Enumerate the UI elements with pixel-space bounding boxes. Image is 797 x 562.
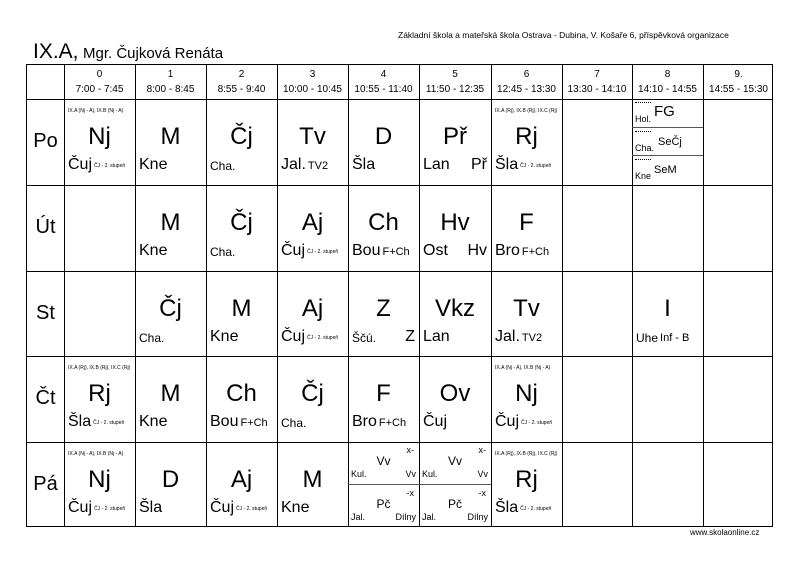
- lesson-subject: Ch: [368, 209, 399, 236]
- lesson-groups: IX.A (Rj), IX.B (Rj), IX.C (Rj): [495, 451, 558, 457]
- lesson-room: Inf - B: [660, 332, 690, 344]
- lesson-subject: Rj: [515, 123, 538, 150]
- lesson-teacher: Šla: [495, 499, 519, 516]
- lesson-teacher: Šla: [495, 156, 519, 173]
- split-teacher: Jal.: [351, 512, 366, 522]
- lesson-teacher: Bou: [210, 413, 239, 430]
- lesson-subject: Ch: [226, 380, 257, 407]
- period-time: 8:00 - 8:45: [146, 84, 195, 95]
- lesson-teacher: Ost: [423, 242, 448, 259]
- lesson-subject: M: [160, 209, 181, 236]
- period-number: 2: [238, 69, 245, 80]
- lesson-subject: M: [160, 123, 181, 150]
- lesson-teacher: Jal.: [495, 328, 520, 345]
- split-subject: Vv: [376, 454, 391, 468]
- period-header: [419, 65, 491, 99]
- period-time: 13:30 - 14:10: [567, 84, 627, 95]
- day-label: Po: [33, 130, 58, 152]
- lesson-subject: M: [160, 380, 181, 407]
- sub-lesson-subject: FG: [654, 103, 675, 120]
- lesson-groups: IX.A (Nj - A), IX.B (Nj - A): [495, 365, 551, 371]
- lesson-subject: Ov: [439, 380, 471, 407]
- period-header: [703, 65, 774, 99]
- lesson-subject: D: [161, 466, 180, 493]
- lesson-subject: F: [519, 209, 534, 236]
- period-number: 3: [309, 69, 316, 80]
- period-time: 7:00 - 7:45: [75, 84, 124, 95]
- lesson-room: TV2: [307, 160, 329, 172]
- lesson-subject: Aj: [230, 466, 253, 493]
- split-lesson-cell[interactable]: [419, 442, 491, 485]
- sub-lesson-cell[interactable]: [632, 99, 703, 128]
- lesson-room: ČJ - 2. stupeň: [94, 163, 126, 169]
- period-header: [206, 65, 277, 99]
- lesson-cell[interactable]: [348, 356, 419, 442]
- lesson-room: Hv: [467, 242, 487, 259]
- sub-lesson-subject: SeČj: [658, 135, 682, 148]
- lesson-cell[interactable]: [491, 99, 562, 185]
- lesson-cell[interactable]: [277, 356, 348, 442]
- class-teacher: Mgr. Čujková Renáta: [82, 45, 224, 62]
- split-lesson-cell[interactable]: [419, 485, 491, 528]
- lesson-teacher: Čuj: [68, 156, 93, 173]
- lesson-teacher: Čuj: [68, 499, 93, 516]
- timetable-grid: [26, 64, 773, 527]
- lesson-teacher: Ščú.: [352, 331, 377, 345]
- period-time: 10:00 - 10:45: [283, 84, 342, 95]
- lesson-cell[interactable]: [206, 99, 277, 185]
- lesson-subject: Nj: [515, 380, 538, 407]
- lesson-cell[interactable]: [348, 271, 419, 356]
- split-group: x-: [478, 445, 486, 455]
- lesson-cell[interactable]: [419, 271, 491, 356]
- day-label: Pá: [33, 473, 58, 495]
- page-title: [33, 40, 223, 64]
- group-marker: [635, 159, 651, 160]
- lesson-subject: Hv: [440, 209, 470, 236]
- split-teacher: Kul.: [422, 469, 438, 479]
- lesson-room: ČJ - 2. stupeň: [520, 506, 552, 512]
- lesson-subject: Z: [376, 295, 391, 322]
- lesson-subject: Rj: [88, 380, 111, 407]
- lesson-teacher: Čuj: [281, 242, 306, 259]
- grid-column-line: [703, 65, 704, 526]
- sub-lesson-teacher: Hol.: [635, 114, 652, 124]
- lesson-teacher: Bro: [495, 242, 520, 259]
- lesson-groups: IX.A (Nj - A), IX.B (Nj - A): [68, 451, 124, 457]
- sub-lesson-teacher: Kne: [635, 171, 652, 182]
- lesson-teacher: Čuj: [281, 328, 306, 345]
- lesson-subject: Čj: [230, 123, 253, 150]
- period-number: 0: [96, 69, 103, 80]
- split-teacher: Kul.: [351, 469, 367, 479]
- period-time: 12:45 - 13:30: [497, 84, 556, 95]
- period-header: [135, 65, 206, 99]
- lesson-room: F+Ch: [521, 246, 550, 258]
- lesson-cell[interactable]: [135, 185, 206, 271]
- period-number: 6: [523, 69, 530, 80]
- period-time: 8:55 - 9:40: [217, 84, 266, 95]
- lesson-cell[interactable]: [277, 442, 348, 528]
- group-marker: [635, 102, 651, 103]
- lesson-teacher: Čuj: [210, 499, 235, 516]
- lesson-teacher: Lan: [423, 328, 450, 345]
- lesson-cell[interactable]: [135, 99, 206, 185]
- period-number: 7: [594, 69, 600, 80]
- lesson-cell[interactable]: [206, 185, 277, 271]
- lesson-teacher: Šla: [68, 413, 92, 430]
- lesson-room: ČJ - 2. stupeň: [520, 163, 552, 169]
- lesson-room: F+Ch: [240, 417, 268, 429]
- lesson-teacher: Kne: [139, 242, 168, 259]
- lesson-room: ČJ - 2. stupeň: [94, 506, 126, 512]
- lesson-subject: Čj: [230, 209, 253, 236]
- lesson-subject: M: [231, 295, 252, 322]
- period-header: [348, 65, 419, 99]
- split-room: Dílny: [467, 512, 488, 522]
- split-room: Dílny: [395, 512, 416, 522]
- lesson-teacher: Bro: [352, 413, 377, 430]
- lesson-teacher: Čuj: [495, 413, 520, 430]
- lesson-teacher: Kne: [139, 413, 168, 430]
- lesson-subject: Rj: [515, 466, 538, 493]
- period-number: 8: [664, 69, 671, 80]
- period-header: [562, 65, 632, 99]
- sub-lesson-teacher: Cha.: [635, 142, 655, 153]
- split-subject: Pč: [376, 497, 391, 511]
- period-header: [64, 65, 135, 99]
- lesson-teacher: Šla: [139, 499, 163, 516]
- lesson-cell[interactable]: [491, 271, 562, 356]
- period-time: 14:10 - 14:55: [638, 84, 697, 95]
- lesson-teacher: Čuj: [423, 413, 448, 430]
- split-lesson-cell[interactable]: [348, 485, 419, 528]
- lesson-cell[interactable]: [64, 99, 135, 185]
- period-header: [491, 65, 562, 99]
- lesson-room: ČJ - 2. stupeň: [93, 420, 125, 426]
- lesson-teacher: Cha.: [210, 245, 236, 259]
- sub-lesson-cell[interactable]: [632, 128, 703, 157]
- lesson-cell[interactable]: [491, 185, 562, 271]
- lesson-cell[interactable]: [419, 99, 491, 185]
- lesson-teacher: Jal.: [281, 156, 306, 173]
- split-lesson-cell[interactable]: [348, 442, 419, 485]
- lesson-room: TV2: [521, 332, 543, 344]
- lesson-cell[interactable]: [491, 442, 562, 528]
- lesson-teacher: Bou: [352, 242, 381, 259]
- split-group: x-: [406, 445, 414, 455]
- sub-lesson-cell[interactable]: [632, 156, 703, 185]
- period-time: 11:50 - 12:35: [425, 84, 485, 95]
- lesson-subject: Aj: [301, 209, 324, 236]
- lesson-room: ČJ - 2. stupeň: [236, 506, 268, 512]
- lesson-cell[interactable]: [206, 356, 277, 442]
- school-name: Základní škola a mateřská škola Ostrava - Dubina, V. Košaře 6, příspěvková organizace: [398, 30, 729, 40]
- period-header: [277, 65, 348, 99]
- lesson-cell[interactable]: [135, 442, 206, 528]
- lesson-teacher: Lan: [423, 156, 450, 173]
- split-group: -x: [406, 488, 414, 498]
- lesson-room: Z: [405, 328, 415, 345]
- split-group: -x: [478, 488, 486, 498]
- split-room: Vv: [477, 469, 488, 479]
- period-number: 9.: [734, 69, 743, 80]
- sub-lesson-subject: SeM: [654, 164, 677, 177]
- lesson-room: ČJ - 2. stupeň: [521, 420, 553, 426]
- lesson-groups: IX.A (Rj), IX.B (Rj), IX.C (Rj): [495, 108, 558, 114]
- group-marker: [635, 131, 651, 132]
- lesson-subject: Aj: [301, 295, 324, 322]
- split-subject: Pč: [447, 497, 462, 511]
- lesson-teacher: Kne: [281, 499, 310, 516]
- period-header: [632, 65, 703, 99]
- lesson-teacher: Cha.: [210, 159, 236, 173]
- lesson-room: ČJ - 2. stupeň: [307, 249, 339, 255]
- split-subject: Vv: [447, 454, 462, 468]
- lesson-cell[interactable]: [277, 271, 348, 356]
- lesson-room: ČJ - 2. stupeň: [307, 335, 339, 341]
- grid-column-line: [562, 65, 563, 526]
- lesson-subject: D: [374, 123, 393, 150]
- day-label: Čt: [35, 387, 56, 409]
- lesson-cell[interactable]: [206, 442, 277, 528]
- lesson-subject: I: [664, 295, 671, 322]
- day-label: Út: [35, 216, 56, 238]
- split-teacher: Jal.: [422, 512, 437, 522]
- lesson-cell[interactable]: [632, 271, 703, 356]
- lesson-teacher: Cha.: [281, 416, 307, 430]
- lesson-cell[interactable]: [491, 356, 562, 442]
- lesson-groups: IX.A (Rj), IX.B (Rj), IX.C (Rj): [68, 365, 131, 371]
- lesson-cell[interactable]: [135, 356, 206, 442]
- lesson-cell[interactable]: [419, 356, 491, 442]
- period-number: 1: [167, 69, 174, 80]
- lesson-room: Př: [471, 156, 487, 173]
- lesson-subject: Čj: [301, 380, 324, 407]
- lesson-cell[interactable]: [348, 185, 419, 271]
- lesson-teacher: Kne: [139, 156, 168, 173]
- lesson-subject: M: [302, 466, 323, 493]
- lesson-subject: Čj: [159, 295, 182, 322]
- lesson-subject: Nj: [88, 123, 111, 150]
- lesson-cell[interactable]: [277, 185, 348, 271]
- lesson-cell[interactable]: [64, 356, 135, 442]
- lesson-subject: Nj: [88, 466, 111, 493]
- lesson-cell[interactable]: [348, 99, 419, 185]
- lesson-subject: Tv: [299, 123, 326, 150]
- lesson-subject: Tv: [513, 295, 540, 322]
- lesson-groups: IX.A (Nj - A), IX.B (Nj - A): [68, 108, 124, 114]
- lesson-cell[interactable]: [419, 185, 491, 271]
- lesson-cell[interactable]: [64, 442, 135, 528]
- lesson-cell[interactable]: [206, 271, 277, 356]
- lesson-teacher: Šla: [352, 156, 376, 173]
- period-time: 10:55 - 11:40: [354, 84, 413, 95]
- lesson-subject: F: [376, 380, 391, 407]
- lesson-subject: Vkz: [434, 295, 475, 322]
- lesson-room: F+Ch: [378, 417, 407, 429]
- lesson-subject: Př: [443, 123, 467, 150]
- split-room: Vv: [405, 469, 416, 479]
- lesson-cell[interactable]: [135, 271, 206, 356]
- lesson-teacher: Uhe: [636, 331, 659, 345]
- lesson-room: F+Ch: [382, 246, 410, 258]
- lesson-cell[interactable]: [277, 99, 348, 185]
- day-label: St: [36, 301, 55, 324]
- class-name: IX.A,: [33, 40, 79, 63]
- period-time: 14:55 - 15:30: [709, 84, 768, 95]
- period-number: 4: [380, 69, 387, 80]
- footer-url[interactable]: www.skolaonline.cz: [690, 528, 760, 537]
- lesson-teacher: Kne: [210, 328, 239, 345]
- period-number: 5: [452, 69, 458, 80]
- lesson-teacher: Cha.: [139, 331, 165, 345]
